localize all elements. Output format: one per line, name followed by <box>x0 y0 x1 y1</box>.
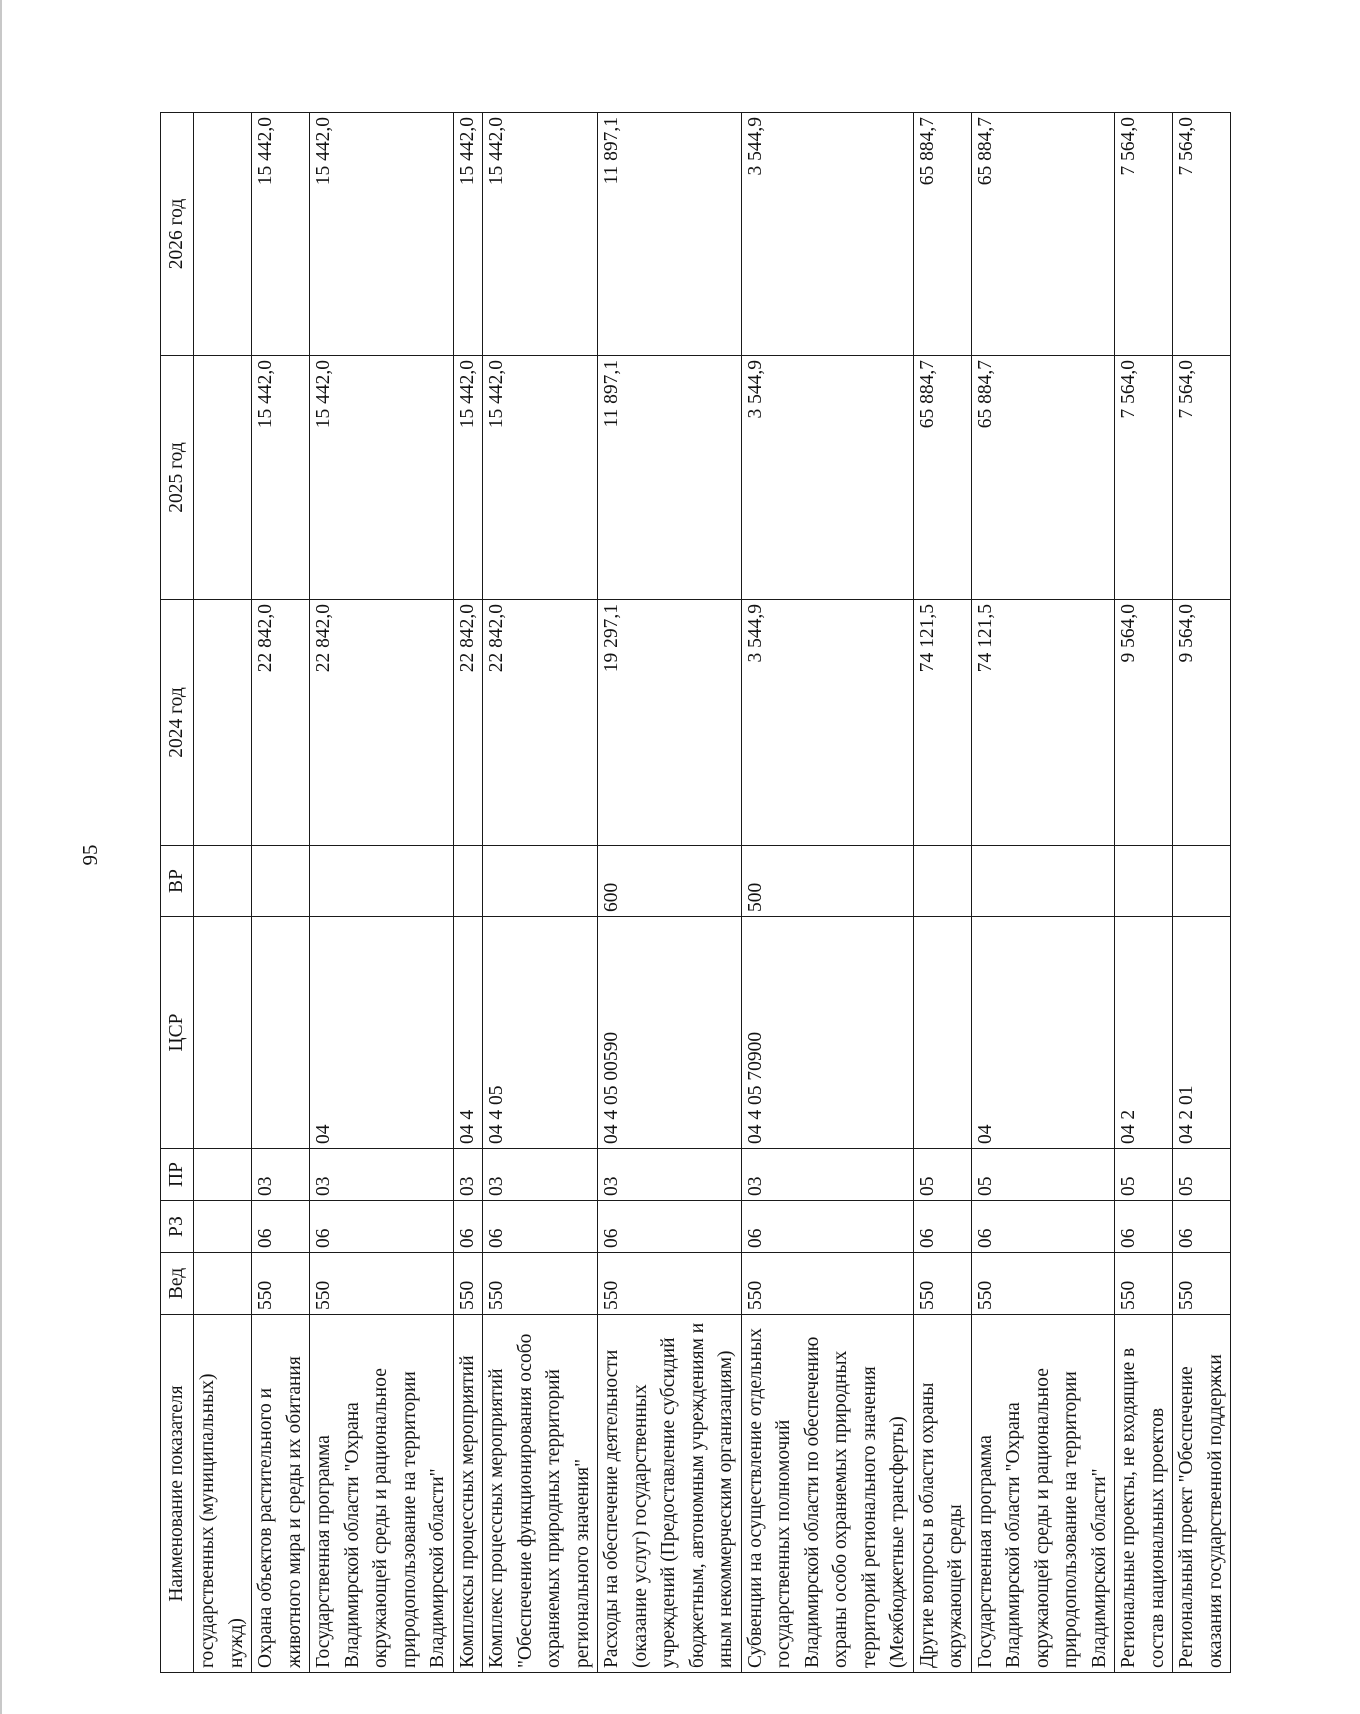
vr-cell <box>971 846 1115 917</box>
table-row <box>483 113 598 1673</box>
vr-cell <box>310 846 454 917</box>
vr-cell: 600 <box>598 846 742 917</box>
csr-cell: 04 2 <box>1115 917 1173 1149</box>
amount-2026: 7 564,0 <box>1173 113 1231 356</box>
ved-cell: 550 <box>741 1253 913 1315</box>
row-name: Другие вопросы в области охраны окружающей среды <box>913 1315 971 1673</box>
rz-cell: 06 <box>1173 1201 1231 1253</box>
header-cell: 2026 год <box>161 113 194 356</box>
amount-2025: 15 442,0 <box>252 356 310 600</box>
ved-cell: 550 <box>598 1253 742 1315</box>
table-row <box>310 113 454 1673</box>
amount-2025: 11 897,1 <box>598 356 742 600</box>
header-cell: ЦСР <box>161 917 194 1149</box>
amount-2025: 15 442,0 <box>453 356 483 600</box>
header-cell: ПР <box>161 1149 194 1201</box>
header-row <box>161 113 194 1673</box>
header-cell: ВР <box>161 846 194 917</box>
header-cell: Наименование показателя <box>161 1315 194 1673</box>
amount-2026: 3 544,9 <box>741 113 913 356</box>
csr-cell: 04 4 05 00590 <box>598 917 742 1149</box>
amount-2026: 65 884,7 <box>913 113 971 356</box>
amount-2026: 15 442,0 <box>453 113 483 356</box>
csr-cell: 04 2 01 <box>1173 917 1231 1149</box>
ved-cell: 550 <box>913 1253 971 1315</box>
ved-cell: 550 <box>1173 1253 1231 1315</box>
csr-cell: 04 <box>971 917 1115 1149</box>
row-name: Расходы на обеспечение деятельности (оказание услуг) государственных учреждений (Предоставление субсидий бюджетным, автономным учреждениям и иным некоммерческим организациям) <box>598 1315 742 1673</box>
amount-2025: 15 442,0 <box>483 356 598 600</box>
rz-cell: 06 <box>741 1201 913 1253</box>
amount-2026: 15 442,0 <box>310 113 454 356</box>
pr-cell: 03 <box>453 1149 483 1201</box>
amount-2025: 15 442,0 <box>310 356 454 600</box>
table-row <box>598 113 742 1673</box>
csr-cell: 04 4 05 <box>483 917 598 1149</box>
table-row <box>741 113 913 1673</box>
rz-cell: 06 <box>913 1201 971 1253</box>
vr-cell <box>483 846 598 917</box>
ved-cell: 550 <box>310 1253 454 1315</box>
csr-cell: 04 <box>310 917 454 1149</box>
vr-cell <box>913 846 971 917</box>
rz-cell: 06 <box>598 1201 742 1253</box>
csr-cell: 04 4 <box>453 917 483 1149</box>
amount-2024: 22 842,0 <box>483 600 598 846</box>
vr-cell <box>252 846 310 917</box>
table-row <box>453 113 483 1673</box>
vr-cell: 500 <box>741 846 913 917</box>
row-name: Государственная программа Владимирской области "Охрана окружающей среды и рациональное природопользование на территории Владимирской области" <box>310 1315 454 1673</box>
budget-table <box>160 112 1231 1673</box>
amount-2024: 74 121,5 <box>971 600 1115 846</box>
vr-cell <box>453 846 483 917</box>
rz-cell: 06 <box>453 1201 483 1253</box>
row-name: Комплексы процессных мероприятий <box>453 1315 483 1673</box>
row-name: Государственная программа Владимирской области "Охрана окружающей среды и рациональное природопользование на территории Владимирской области" <box>971 1315 1115 1673</box>
amount-2026: 7 564,0 <box>1115 113 1173 356</box>
csr-cell <box>913 917 971 1149</box>
amount-2025: 7 564,0 <box>1173 356 1231 600</box>
page-number: 95 <box>78 844 102 866</box>
header-cell: Вед <box>161 1253 194 1315</box>
amount-2024: 22 842,0 <box>453 600 483 846</box>
pr-cell: 05 <box>1173 1149 1231 1201</box>
table-row <box>971 113 1115 1673</box>
ved-cell: 550 <box>453 1253 483 1315</box>
row-name: Региональные проекты, не входящие в состав национальных проектов <box>1115 1315 1173 1673</box>
pr-cell: 03 <box>741 1149 913 1201</box>
amount-2024: 3 544,9 <box>741 600 913 846</box>
header-cell: 2025 год <box>161 356 194 600</box>
amount-2025: 65 884,7 <box>971 356 1115 600</box>
vr-cell <box>1115 846 1173 917</box>
table-row <box>252 113 310 1673</box>
amount-2024: 9 564,0 <box>1115 600 1173 846</box>
amount-2025: 7 564,0 <box>1115 356 1173 600</box>
amount-2024: 22 842,0 <box>252 600 310 846</box>
ved-cell: 550 <box>971 1253 1115 1315</box>
rz-cell: 06 <box>483 1201 598 1253</box>
continuation-row <box>194 113 252 1673</box>
row-name: Охрана объектов растительного и животного мира и среды их обитания <box>252 1315 310 1673</box>
row-name: Субвенции на осуществление отдельных государственных полномочий Владимирской области по обеспечению охраны особо охраняемых природных территорий регионального значения (Межбюджетные трансферты) <box>741 1315 913 1673</box>
table-row <box>913 113 971 1673</box>
pr-cell: 03 <box>483 1149 598 1201</box>
ved-cell: 550 <box>1115 1253 1173 1315</box>
amount-2025: 3 544,9 <box>741 356 913 600</box>
rotated-sheet <box>160 0 1360 1673</box>
vr-cell <box>1173 846 1231 917</box>
header-cell: РЗ <box>161 1201 194 1253</box>
pr-cell: 05 <box>1115 1149 1173 1201</box>
rz-cell: 06 <box>971 1201 1115 1253</box>
amount-2025: 65 884,7 <box>913 356 971 600</box>
continuation-text: государственных (муниципальных) нужд) <box>194 1315 252 1673</box>
amount-2024: 22 842,0 <box>310 600 454 846</box>
rz-cell: 06 <box>310 1201 454 1253</box>
ved-cell: 550 <box>252 1253 310 1315</box>
row-name: Комплекс процессных мероприятий "Обеспечение функционирования особо охраняемых природных территорий регионального значения" <box>483 1315 598 1673</box>
csr-cell: 04 4 05 70900 <box>741 917 913 1149</box>
rz-cell: 06 <box>1115 1201 1173 1253</box>
amount-2026: 15 442,0 <box>252 113 310 356</box>
header-cell: 2024 год <box>161 600 194 846</box>
csr-cell <box>252 917 310 1149</box>
amount-2024: 74 121,5 <box>913 600 971 846</box>
pr-cell: 03 <box>252 1149 310 1201</box>
scan-edge <box>0 0 2 1714</box>
pr-cell: 05 <box>971 1149 1115 1201</box>
table-row <box>1115 113 1173 1673</box>
pr-cell: 05 <box>913 1149 971 1201</box>
amount-2026: 15 442,0 <box>483 113 598 356</box>
pr-cell: 03 <box>598 1149 742 1201</box>
amount-2026: 11 897,1 <box>598 113 742 356</box>
rz-cell: 06 <box>252 1201 310 1253</box>
amount-2026: 65 884,7 <box>971 113 1115 356</box>
table-row <box>1173 113 1231 1673</box>
ved-cell: 550 <box>483 1253 598 1315</box>
amount-2024: 19 297,1 <box>598 600 742 846</box>
pr-cell: 03 <box>310 1149 454 1201</box>
amount-2024: 9 564,0 <box>1173 600 1231 846</box>
row-name: Региональный проект "Обеспечение оказания государственной поддержки <box>1173 1315 1231 1673</box>
